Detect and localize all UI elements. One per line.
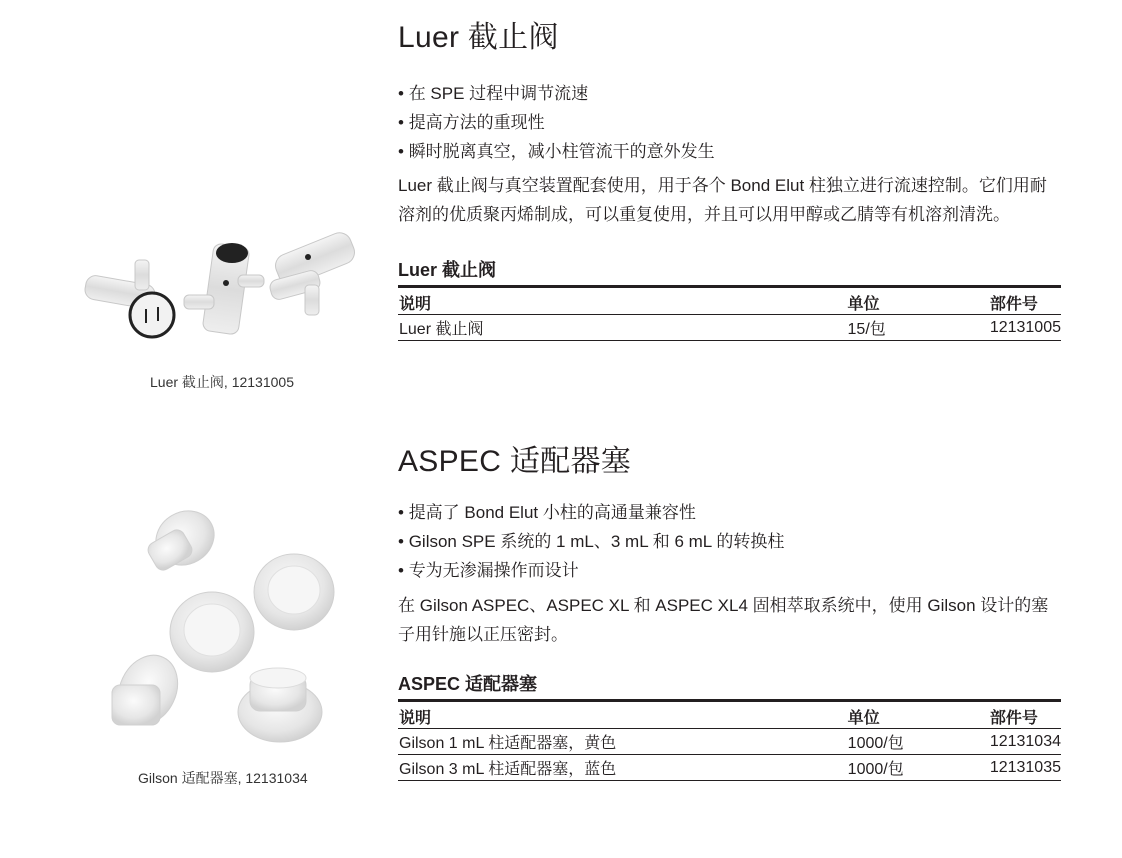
plug-right-top [254,554,334,630]
table-row [398,315,1061,341]
header-description: 说明 [398,701,847,729]
stopcock-middle [184,243,264,335]
aspec-plugs-photo [100,500,350,760]
cell-description: Gilson 1 mL 柱适配器塞，黄色 [398,729,847,755]
table-header-row [398,701,1061,729]
plug-top [145,500,224,575]
header-part-number: 部件号 [989,287,1061,315]
cell-unit: 1000/包 [847,755,989,781]
aspec-table-title: ASPEC 适配器塞 [398,674,538,694]
list-item: • 瞬时脱离真空，减小柱管流干的意外发生 [398,137,715,166]
aspec-title: ASPEC 适配器塞 [398,445,632,478]
aspec-bullet-list [398,498,784,585]
luer-table-title: Luer 截止阀 [398,260,497,280]
luer-title: Luer 截止阀 [398,21,559,54]
cell-part-number: 12131034 [989,729,1061,755]
table-header-row [398,287,1061,315]
cell-part-number: 12131005 [989,315,1061,341]
aspec-section [0,420,1122,858]
stopcock-right [268,229,358,315]
stopcock-left [83,260,174,337]
list-item: • 提高方法的重现性 [398,108,715,137]
header-unit: 单位 [847,287,989,315]
list-item: • 提高了 Bond Elut 小柱的高通量兼容性 [398,498,784,527]
luer-table [398,285,1061,341]
table-row [398,755,1061,781]
header-part-number: 部件号 [989,701,1061,729]
plug-center [170,592,254,672]
list-item: • 在 SPE 过程中调节流速 [398,79,715,108]
aspec-photo-caption: Gilson 适配器塞, 12131034 [138,770,308,786]
plug-bottom-right [238,668,322,742]
cell-unit: 15/包 [847,315,989,341]
aspec-description: 在 Gilson ASPEC、ASPEC XL 和 ASPEC XL4 固相萃取系统中，使用 Gilson 设计的塞子用针施以正压密封。 [398,596,1049,644]
luer-stopcock-photo [80,225,360,345]
plug-left-bottom [107,646,188,735]
list-item: • Gilson SPE 系统的 1 mL、3 mL 和 6 mL 的转换柱 [398,527,784,556]
cell-unit: 1000/包 [847,729,989,755]
header-description: 说明 [398,287,847,315]
aspec-table [398,699,1061,781]
luer-bullet-list [398,79,715,166]
cell-part-number: 12131035 [989,755,1061,781]
luer-photo-caption: Luer 截止阀, 12131005 [150,374,294,390]
luer-description: Luer 截止阀与真空装置配套使用，用于各个 Bond Elut 柱独立进行流速控制。它们用耐溶剂的优质聚丙烯制成，可以重复使用，并且可以用甲醇或乙腈等有机溶剂清洗。 [398,176,1047,224]
cell-description: Luer 截止阀 [398,315,847,341]
cell-description: Gilson 3 mL 柱适配器塞，蓝色 [398,755,847,781]
luer-section [0,0,1122,420]
table-row [398,729,1061,755]
list-item: • 专为无渗漏操作而设计 [398,556,784,585]
header-unit: 单位 [847,701,989,729]
